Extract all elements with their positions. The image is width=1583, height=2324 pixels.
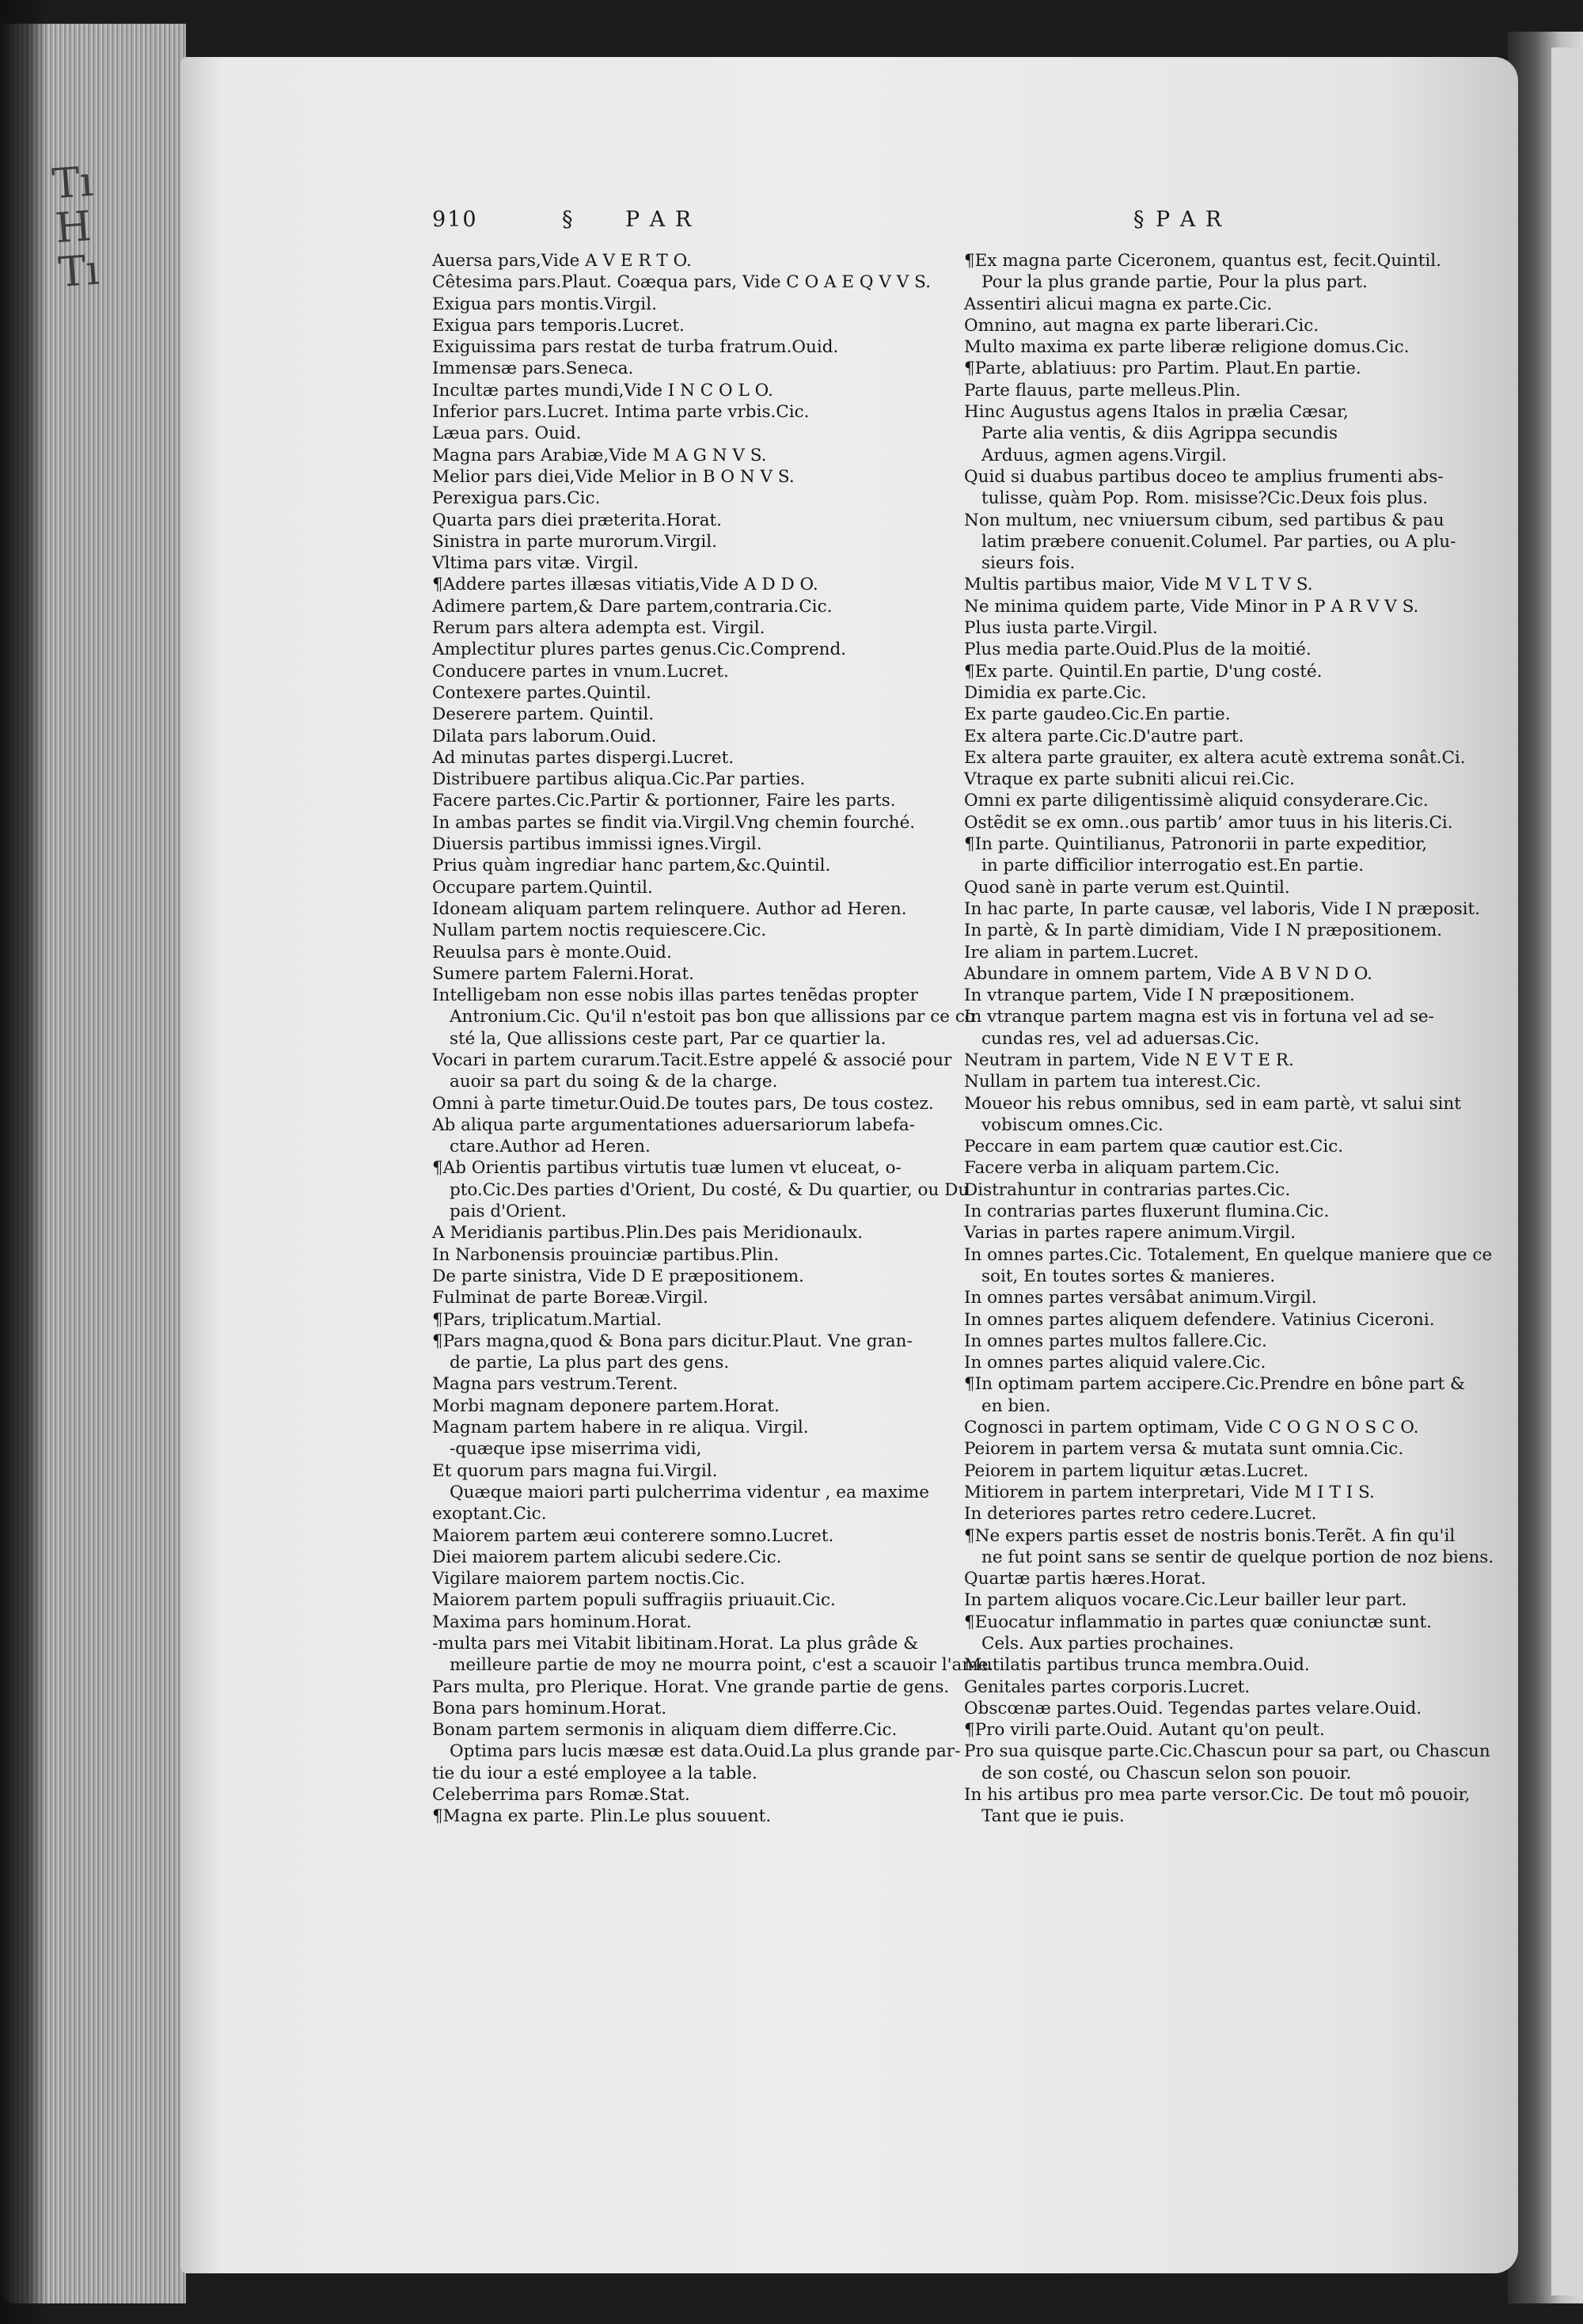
text-line: Cêtesima pars.Plaut. Coæqua pars, Vide C O A E Q V V S. (432, 272, 931, 293)
text-line: Bona pars hominum.Horat. (432, 1698, 667, 1718)
text-line: Magna pars Arabiæ,Vide M A G N V S. (432, 445, 767, 465)
text-line: Exiguissima pars restat de turba fratrum.Ouid. (432, 337, 839, 358)
text-line: Distrahuntur in contrarias partes.Cic. (964, 1179, 1291, 1200)
text-line: sté la, Que allissions ceste part, Par ce quartier la. (450, 1028, 886, 1049)
text-line: Ad minutas partes dispergi.Lucret. (432, 747, 735, 768)
text-line: sieurs fois. (981, 553, 1076, 574)
text-line: Conducere partes in vnum.Lucret. (432, 661, 729, 682)
text-line: Quarta pars diei præterita.Horat. (432, 510, 722, 530)
text-line: Quartæ partis hæres.Horat. (964, 1569, 1206, 1589)
text-line: Abundare in omnem partem, Vide A B V N D O. (964, 963, 1372, 984)
text-line: Omni ex parte diligentissimè aliquid consyderare.Cic. (964, 791, 1429, 811)
facing-page-edge (1551, 47, 1583, 2296)
text-line: Magna pars vestrum.Terent. (432, 1374, 678, 1395)
text-line: auoir sa part du soing & de la charge. (450, 1072, 778, 1092)
text-line: Ex altera parte grauiter, ex altera acutè extrema sonât.Ci. (964, 747, 1466, 768)
text-line: Idoneam aliquam partem relinquere. Author ad Heren. (432, 898, 907, 919)
text-line: Bonam partem sermonis in aliquam diem differre.Cic. (432, 1720, 898, 1741)
text-line: ¶Parte, ablatiuus: pro Partim. Plaut.En partie. (964, 359, 1361, 379)
text-line: latim præbere conuenit.Columel. Par parties, ou A plu- (981, 531, 1456, 552)
text-line: tie du iour a esté employee a la table. (432, 1763, 757, 1783)
text-line: en bien. (981, 1396, 1051, 1416)
text-line: in parte difficilior interrogatio est.En partie. (981, 856, 1365, 876)
text-line: meilleure partie de moy ne mourra point, c'est a scauoir l'ame. (450, 1655, 994, 1676)
text-line: Reuulsa pars è monte.Ouid. (432, 942, 672, 963)
text-line: Peiorem in partem versa & mutata sunt omnia.Cic. (964, 1439, 1404, 1460)
text-line: Rerum pars altera adempta est. Virgil. (432, 618, 765, 639)
text-line: Antronium.Cic. Qu'il n'estoit pas bon que allissions par ce co (450, 1007, 975, 1027)
text-line: Assentiri alicui magna ex parte.Cic. (964, 294, 1273, 314)
edge-shadow (0, 0, 47, 2324)
text-line: Facere partes.Cic.Partir & portionner, Faire les parts. (432, 791, 896, 811)
text-line: In omnes partes.Cic. Totalement, En quelque maniere que ce (964, 1244, 1493, 1265)
text-line: ¶Ne expers partis esset de nostris bonis.Terẽt. A fin qu'il (964, 1525, 1456, 1546)
left-text-column (432, 250, 994, 1828)
text-line: In vtranque partem, Vide I N præpositionem. (964, 985, 1355, 1006)
text-line: Non multum, nec vniuersum cibum, sed partibus & pau (964, 510, 1444, 530)
text-line: A Meridianis partibus.Plin.Des pais Meridionaulx. (432, 1223, 864, 1244)
text-line: soit, En toutes sortes & manieres. (981, 1266, 1276, 1286)
text-line: ¶In optimam partem accipere.Cic.Prendre en bône part & (964, 1374, 1466, 1395)
text-line: Parte flauus, parte melleus.Plin. (964, 380, 1241, 401)
text-line: Et quorum pars magna fui.Virgil. (432, 1460, 718, 1481)
text-line: ¶In parte. Quintilianus, Patronorii in parte expeditior, (964, 834, 1428, 855)
text-line: In omnes partes versâbat animum.Virgil. (964, 1288, 1317, 1308)
text-line: tulisse, quàm Pop. Rom. misisse?Cic.Deux fois plus. (981, 488, 1428, 509)
text-line: Vocari in partem curarum.Tacit.Estre appelé & associé pour (432, 1050, 952, 1070)
text-line: Celeberrima pars Romæ.Stat. (432, 1785, 690, 1806)
text-line: Pars multa, pro Plerique. Horat. Vne grande partie de gens. (432, 1677, 950, 1697)
text-line: Quæque maiori parti pulcherrima videntur , ea maxime (450, 1482, 929, 1502)
text-line: Ab aliqua parte argumentationes aduersariorum labefa- (432, 1115, 915, 1135)
text-line: De parte sinistra, Vide D E præpositionem. (432, 1266, 804, 1286)
text-line: Genitales partes corporis.Lucret. (964, 1677, 1251, 1697)
text-line: Omni à parte timetur.Ouid.De toutes pars, De tous costez. (432, 1093, 934, 1114)
text-line: Obscœnæ partes.Ouid. Tegendas partes velare.Ouid. (964, 1698, 1422, 1718)
text-line: vobiscum omnes.Cic. (981, 1115, 1164, 1135)
text-line: Ex altera parte.Cic.D'autre part. (964, 726, 1244, 746)
text-line: Diei maiorem partem alicubi sedere.Cic. (432, 1547, 782, 1567)
text-line: Peiorem in partem liquitur ætas.Lucret. (964, 1460, 1309, 1481)
text-line: Pour la plus grande partie, Pour la plus part. (981, 272, 1368, 293)
text-line: Incultæ partes mundi,Vide I N C O L O. (432, 380, 773, 401)
text-line: In hac parte, In parte causæ, vel laboris, Vide I N præposit. (964, 898, 1480, 919)
text-line: In omnes partes aliquid valere.Cic. (964, 1353, 1266, 1373)
right-text-column (964, 250, 1494, 1828)
text-line: In omnes partes multos fallere.Cic. (964, 1331, 1267, 1351)
text-line: Mutilatis partibus trunca membra.Ouid. (964, 1655, 1310, 1676)
text-line: Intelligebam non esse nobis illas partes tenẽdas propter (432, 985, 918, 1006)
text-line: Hinc Augustus agens Italos in prælia Cæsar, (964, 402, 1349, 423)
text-line: ¶Pro virili parte.Ouid. Autant qu'on peult. (964, 1720, 1325, 1741)
text-line: Ex parte gaudeo.Cic.En partie. (964, 704, 1231, 725)
text-line: Optima pars lucis mæsæ est data.Ouid.La plus grande par- (450, 1741, 961, 1762)
text-line: Contexere partes.Quintil. (432, 682, 651, 703)
text-line: In his artibus pro mea parte versor.Cic. De tout mô pouoir, (964, 1785, 1471, 1806)
text-line: ¶Pars magna,quod & Bona pars dicitur.Plaut. Vne gran- (432, 1331, 913, 1351)
text-line: Vtraque ex parte subniti alicui rei.Cic. (964, 769, 1295, 790)
text-line: ¶Ab Orientis partibus virtutis tuæ lumen vt eluceat, o- (432, 1158, 902, 1179)
text-line: Magnam partem habere in re aliqua. Virgil. (432, 1418, 809, 1438)
text-line: Exigua pars temporis.Lucret. (432, 315, 685, 336)
text-line: Quid si duabus partibus doceo te amplius frumenti abs- (964, 466, 1444, 487)
text-line: Diuersis partibus immissi ignes.Virgil. (432, 834, 762, 855)
text-line: In omnes partes aliquem defendere. Vatinius Ciceroni. (964, 1309, 1435, 1330)
text-line: Quod sanè in parte verum est.Quintil. (964, 877, 1290, 898)
text-line: Sumere partem Falerni.Horat. (432, 963, 694, 984)
text-line: Facere verba in aliquam partem.Cic. (964, 1158, 1280, 1179)
text-line: Prius quàm ingrediar hanc partem,&c.Quintil. (432, 856, 831, 876)
text-line: Fulminat de parte Boreæ.Virgil. (432, 1288, 708, 1308)
text-line: Immensæ pars.Seneca. (432, 359, 634, 379)
text-line: ne fut point sans se sentir de quelque portion de noz biens. (981, 1547, 1494, 1567)
text-line: Peccare in eam partem quæ cautior est.Cic. (964, 1137, 1344, 1157)
text-line: Omnino, aut magna ex parte liberari.Cic. (964, 315, 1319, 336)
text-line: de partie, La plus part des gens. (450, 1353, 730, 1373)
text-line: Perexigua pars.Cic. (432, 488, 601, 509)
text-line: Nullam in partem tua interest.Cic. (964, 1072, 1262, 1092)
text-line: ¶Pars, triplicatum.Martial. (432, 1309, 662, 1330)
text-line: Parte alia ventis, & diis Agrippa secundis (981, 423, 1338, 444)
text-line: Deserere partem. Quintil. (432, 704, 655, 725)
text-line: Nullam partem noctis requiescere.Cic. (432, 921, 767, 941)
left-running-title: P A R (625, 207, 693, 232)
left-ornament: § (562, 207, 575, 232)
text-line: Læua pars. Ouid. (432, 423, 582, 444)
text-line: Neutram in partem, Vide N E V T E R. (964, 1050, 1294, 1070)
text-line: Morbi magnam deponere partem.Horat. (432, 1396, 780, 1416)
text-line: Multis partibus maior, Vide M V L T V S. (964, 575, 1313, 595)
text-line: Mitiorem in partem interpretari, Vide M I T I S. (964, 1482, 1375, 1502)
text-line: Adimere partem,& Dare partem,contraria.Cic. (432, 596, 833, 617)
text-line: Moueor his rebus omnibus, sed in eam partè, vt salui sint (964, 1093, 1461, 1114)
text-line: ¶Addere partes illæsas vitiatis,Vide A D D O. (432, 575, 818, 595)
text-line: Ne minima quidem parte, Vide Minor in P A R V V S. (964, 596, 1419, 617)
text-line: Distribuere partibus aliqua.Cic.Par parties. (432, 769, 806, 790)
text-line: Auersa pars,Vide A V E R T O. (432, 251, 692, 271)
text-line: pto.Cic.Des parties d'Orient, Du costé, & Du quartier, ou Du (450, 1179, 970, 1200)
text-line: Inferior pars.Lucret. Intima parte vrbis.Cic. (432, 402, 810, 423)
right-running-title: P A R (1156, 207, 1224, 232)
margin-handwriting: Tı H Tı (51, 158, 101, 298)
text-line: Dimidia ex parte.Cic. (964, 682, 1147, 703)
text-line: Plus iusta parte.Virgil. (964, 618, 1158, 639)
text-line: ctare.Author ad Heren. (450, 1137, 651, 1157)
text-line: de son costé, ou Chascun selon son pouoir. (981, 1763, 1352, 1783)
right-ornament: § (1133, 207, 1146, 232)
text-line: In ambas partes se findit via.Virgil.Vng chemin fourché. (432, 812, 916, 833)
text-line: Cognosci in partem optimam, Vide C O G N O S C O. (964, 1418, 1419, 1438)
text-line: Multo maxima ex parte liberæ religione domus.Cic. (964, 337, 1410, 358)
text-line: Tant que ie puis. (981, 1806, 1125, 1827)
text-line: Amplectitur plures partes genus.Cic.Comprend. (432, 640, 847, 660)
text-line: Maiorem partem populi suffragiis priuauit.Cic. (432, 1590, 836, 1611)
text-line: ¶Ex parte. Quintil.En partie, D'ung costé. (964, 661, 1323, 682)
text-line: Exigua pars montis.Virgil. (432, 294, 657, 314)
text-line: In contrarias partes fluxerunt flumina.Cic. (964, 1202, 1330, 1222)
text-line: Vltima pars vitæ. Virgil. (432, 553, 639, 574)
text-line: pais d'Orient. (450, 1202, 567, 1222)
text-line: Plus media parte.Ouid.Plus de la moitié. (964, 640, 1312, 660)
text-line: ¶Euocatur inflammatio in partes quæ coniunctæ sunt. (964, 1612, 1433, 1632)
text-line: -multa pars mei Vitabit libitinam.Horat. La plus grâde & (432, 1634, 919, 1654)
text-line: Cels. Aux parties prochaines. (981, 1634, 1235, 1654)
text-line: Ostẽdit se ex omn..ous partib’ amor tuus in his literis.Ci. (964, 812, 1453, 833)
text-line: exoptant.Cic. (432, 1504, 547, 1525)
text-line: ¶Ex magna parte Ciceronem, quantus est, fecit.Quintil. (964, 251, 1441, 271)
text-line: ¶Magna ex parte. Plin.Le plus souuent. (432, 1806, 772, 1827)
text-line: -quæque ipse miserrima vidi, (450, 1439, 702, 1460)
text-line: cundas res, vel ad aduersas.Cic. (981, 1028, 1260, 1049)
text-line: Varias in partes rapere animum.Virgil. (964, 1223, 1296, 1244)
page-number: 910 (432, 207, 478, 232)
text-line: Sinistra in parte murorum.Virgil. (432, 531, 717, 552)
text-line: In partè, & In partè dimidiam, Vide I N præpositionem. (964, 921, 1443, 941)
text-line: Dilata pars laborum.Ouid. (432, 726, 657, 746)
text-line: Occupare partem.Quintil. (432, 877, 653, 898)
text-line: Arduus, agmen agens.Virgil. (981, 445, 1228, 465)
text-line: Maxima pars hominum.Horat. (432, 1612, 692, 1632)
text-line: In deteriores partes retro cedere.Lucret. (964, 1504, 1317, 1525)
text-line: Ire aliam in partem.Lucret. (964, 942, 1199, 963)
text-line: Vigilare maiorem partem noctis.Cic. (432, 1569, 746, 1589)
text-line: In Narbonensis prouinciæ partibus.Plin. (432, 1244, 780, 1265)
text-line: Pro sua quisque parte.Cic.Chascun pour sa part, ou Chascun (964, 1741, 1490, 1762)
text-line: Melior pars diei,Vide Melior in B O N V S. (432, 466, 795, 487)
text-line: In partem aliquos vocare.Cic.Leur bailler leur part. (964, 1590, 1407, 1611)
text-line: Maiorem partem æui conterere somno.Lucret. (432, 1525, 834, 1546)
text-line: In vtranque partem magna est vis in fortuna vel ad se- (964, 1007, 1434, 1027)
